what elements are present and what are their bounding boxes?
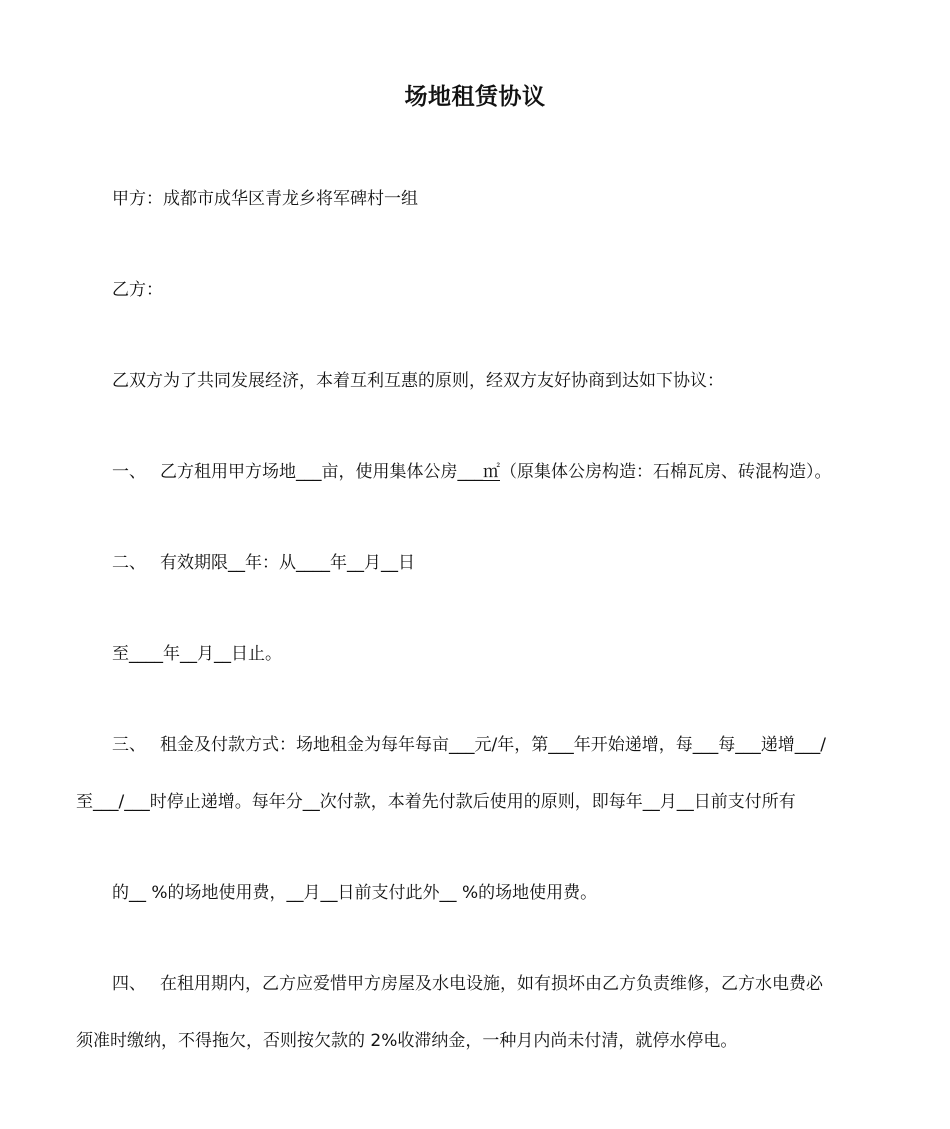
clause-1-blank-area: ___ [296, 462, 322, 482]
clause-3-line-1: 租金及付款方式：场地租金为每年每亩___元/年，第___年开始递增，每___每___递增___/ [160, 735, 826, 755]
clause-1 [112, 460, 832, 484]
document-title: 场地租赁协议 [404, 84, 546, 110]
clause-2-number: 二、 [112, 553, 146, 573]
clause-1-text-a: 乙方租用甲方场地 [160, 462, 296, 482]
clause-1-number: 一、 [112, 462, 146, 482]
clause-4-number: 四、 [112, 974, 146, 994]
party-a-line: 甲方：成都市成华区青龙乡将军碑村一组 [112, 189, 418, 209]
clause-3 [112, 733, 826, 757]
clause-3-line-2: 至___/___时停止递增。每年分__次付款，本着先付款后使用的原则，即每年__月__日前支付所有 [76, 792, 796, 812]
clause-4-line-1: 在租用期内，乙方应爱惜甲方房屋及水电设施，如有损坏由乙方负责维修，乙方水电费必 [160, 974, 823, 994]
party-b-line: 乙方： [112, 280, 163, 300]
clause-2 [112, 551, 415, 575]
clause-3-number: 三、 [112, 735, 146, 755]
clause-3-line-3: 的__ %的场地使用费，__月__日前支付此外__ %的场地使用费。 [112, 883, 598, 903]
clause-1-text-c: （原集体公房构造：石棉瓦房、砖混构造）。 [500, 462, 832, 482]
clause-4-line-2: 须准时缴纳，不得拖欠，否则按欠款的 2%收滞纳金，一种月内尚未付清，就停水停电。 [76, 1031, 738, 1051]
intro-paragraph: 乙双方为了共同发展经济，本着互利互惠的原则，经双方友好协商到达如下协议： [112, 371, 724, 391]
square-meter-unit: ㎡ [483, 462, 500, 482]
clause-2-line-1: 有效期限__年：从____年__月__日 [160, 553, 415, 573]
clause-1-area-unit [458, 462, 501, 482]
clause-1-blank-size: ___ [457, 462, 483, 482]
clause-2-line-2: 至____年__月__日止。 [112, 644, 282, 664]
clause-1-text-b: 亩，使用集体公房 [321, 462, 458, 482]
clause-4 [112, 972, 823, 996]
